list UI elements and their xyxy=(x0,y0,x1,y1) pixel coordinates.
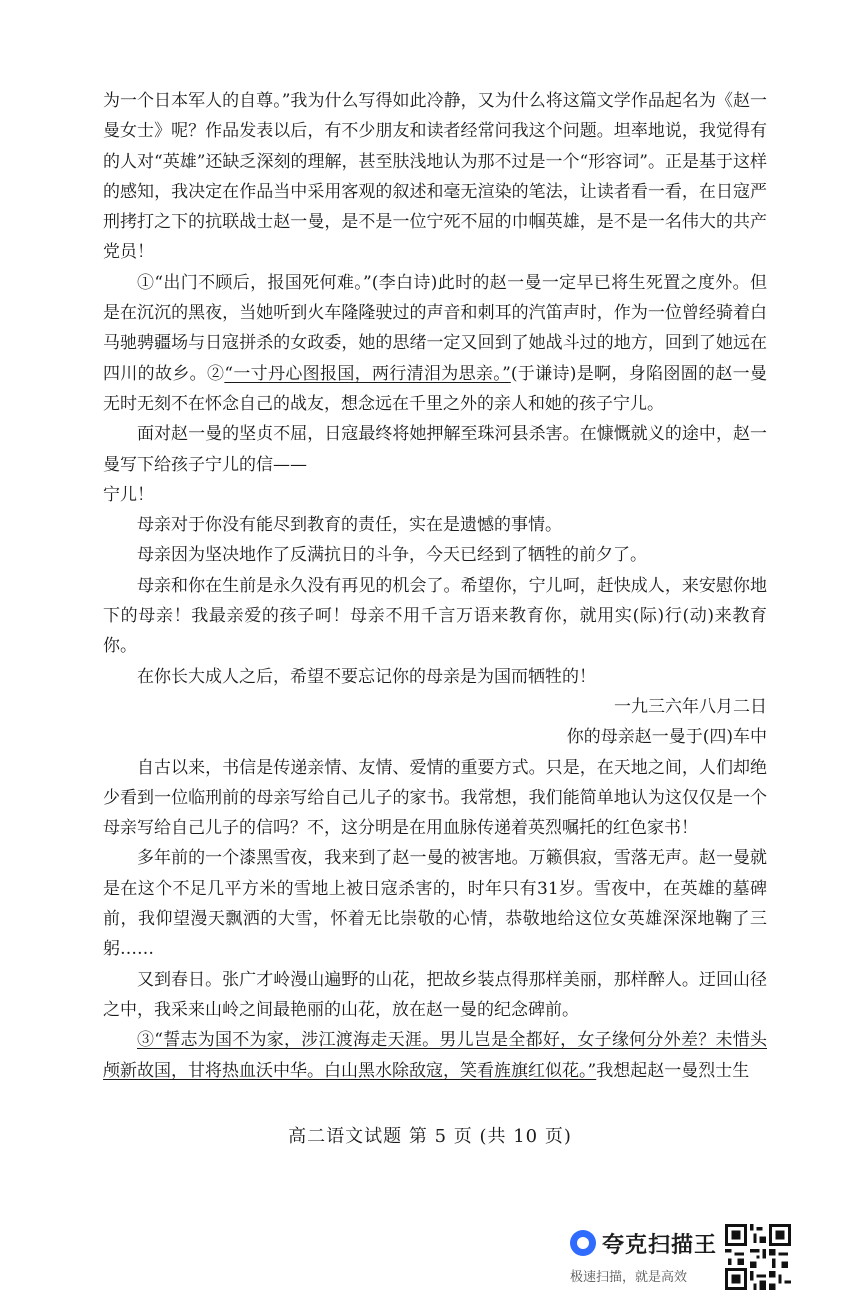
letter-signature: 你的母亲赵一曼于(四)车中 xyxy=(566,727,767,748)
paragraph: 自古以来，书信是传递亲情、友情、爱情的重要方式。只是，在天地之间，人们却绝少看到一位临刑前的母亲写给自己儿子的家书。我常想，我们能简单地认为这仅仅是一个母亲写给自己儿子的信吗？不，这分明是在用血脉传递着英烈嘱托的红色家书！ xyxy=(103,757,767,839)
paragraph-text: (于谦诗)是啊，身陷囹圄的赵一曼无时无刻不在怀念自己的战友，想念远在千里之外的亲人和她的孩子宁儿。 xyxy=(103,363,768,414)
letter-salutation: 宁儿！ xyxy=(103,484,154,505)
paragraph: 又到春日。张广才岭漫山遍野的山花，把故乡装点得那样美丽，那样醉人。迂回山径之中，我采来山岭之间最艳丽的山花，放在赵一曼的纪念碑前。 xyxy=(103,969,767,1020)
letter-line: 母亲和你在生前是永久没有再见的机会了。希望你，宁儿呵，赶快成人，来安慰你地下的母亲！我最亲爱的孩子呵！母亲不用千言万语来教育你，就用实(际)行(动)来教育你。 xyxy=(103,575,767,657)
paragraph: 为一个日本军人的自尊。”我为什么写得如此冷静，又为什么将这篇文学作品起名为《赵一曼女士》呢？作品发表以后，有不少朋友和读者经常问我这个问题。坦率地说，我觉得有的人对“英雄”还缺乏深刻的理解，甚至肤浅地认为那不过是一个“形容词”。正是基于这样的感知，我决定在作品当中采用客观的叙述和毫无渲染的笔法，让读者看一看，在日寇严刑拷打之下的抗联战士赵一曼，是不是一位宁死不屈的巾帼英雄，是不是一名伟大的共产党员！ xyxy=(103,91,767,263)
document-body xyxy=(103,86,767,1086)
quark-logo-icon xyxy=(570,1230,596,1256)
underlined-poem: ③“誓志为国不为家，涉江渡海走天涯。男儿岂是全都好，女子缘何分外差？未惜头颅新故国，甘将热血沃中华。白山黑水除敌寇，笑看旌旗红似花。” xyxy=(103,1030,767,1081)
paragraph xyxy=(103,268,767,419)
circled-number: ② xyxy=(206,363,225,384)
letter-line: 母亲因为坚决地作了反满抗日的斗争，今天已经到了牺牲的前夕了。 xyxy=(137,545,647,566)
scanner-watermark xyxy=(568,1222,798,1292)
underlined-quote: “一寸丹心图报国，两行清泪为思亲。” xyxy=(224,363,511,384)
letter-line: 在你长大成人之后，希望不要忘记你的母亲是为国而牺牲的！ xyxy=(137,666,596,687)
paragraph-text: ①“出门不顾后，报国死何难。”(李白诗)此时的赵一曼一定早已将生死置之度外。但是在沉沉的黑夜，当她听到火车隆隆驶过的声音和刺耳的汽笛声时，作为一位曾经骑着白马驰骋疆场与日寇拼杀的女政委，她的思绪一定又回到了她战斗过的地方，回到了她远在四川的故乡。 xyxy=(103,272,767,384)
scanner-app-name: 夸克扫描王 xyxy=(602,1233,718,1258)
paragraph xyxy=(103,1025,767,1086)
paragraph-text: 我想起赵一曼烈士生 xyxy=(596,1060,750,1081)
letter-line: 母亲对于你没有能尽到教育的责任，实在是遗憾的事情。 xyxy=(137,515,562,536)
page-footer: 高二语文试题 第 5 页 (共 10 页) xyxy=(288,1126,572,1147)
letter-date: 一九三六年八月二日 xyxy=(614,696,767,717)
paragraph: 多年前的一个漆黑雪夜，我来到了赵一曼的被害地。万籁俱寂，雪落无声。赵一曼就是在这个不足几平方米的雪地上被日寇杀害的，时年只有31岁。雪夜中，在英雄的墓碑前，我仰望漫天飘洒的大雪，怀着无比崇敬的心情，恭敬地给这位女英雄深深地鞠了三躬…… xyxy=(103,848,767,960)
qr-code-icon xyxy=(725,1224,791,1290)
paragraph: 面对赵一曼的坚贞不屈，日寇最终将她押解至珠河县杀害。在慷慨就义的途中，赵一曼写下给孩子宁儿的信—— xyxy=(103,424,767,475)
scanner-tagline: 极速扫描，就是高效 xyxy=(570,1270,688,1285)
